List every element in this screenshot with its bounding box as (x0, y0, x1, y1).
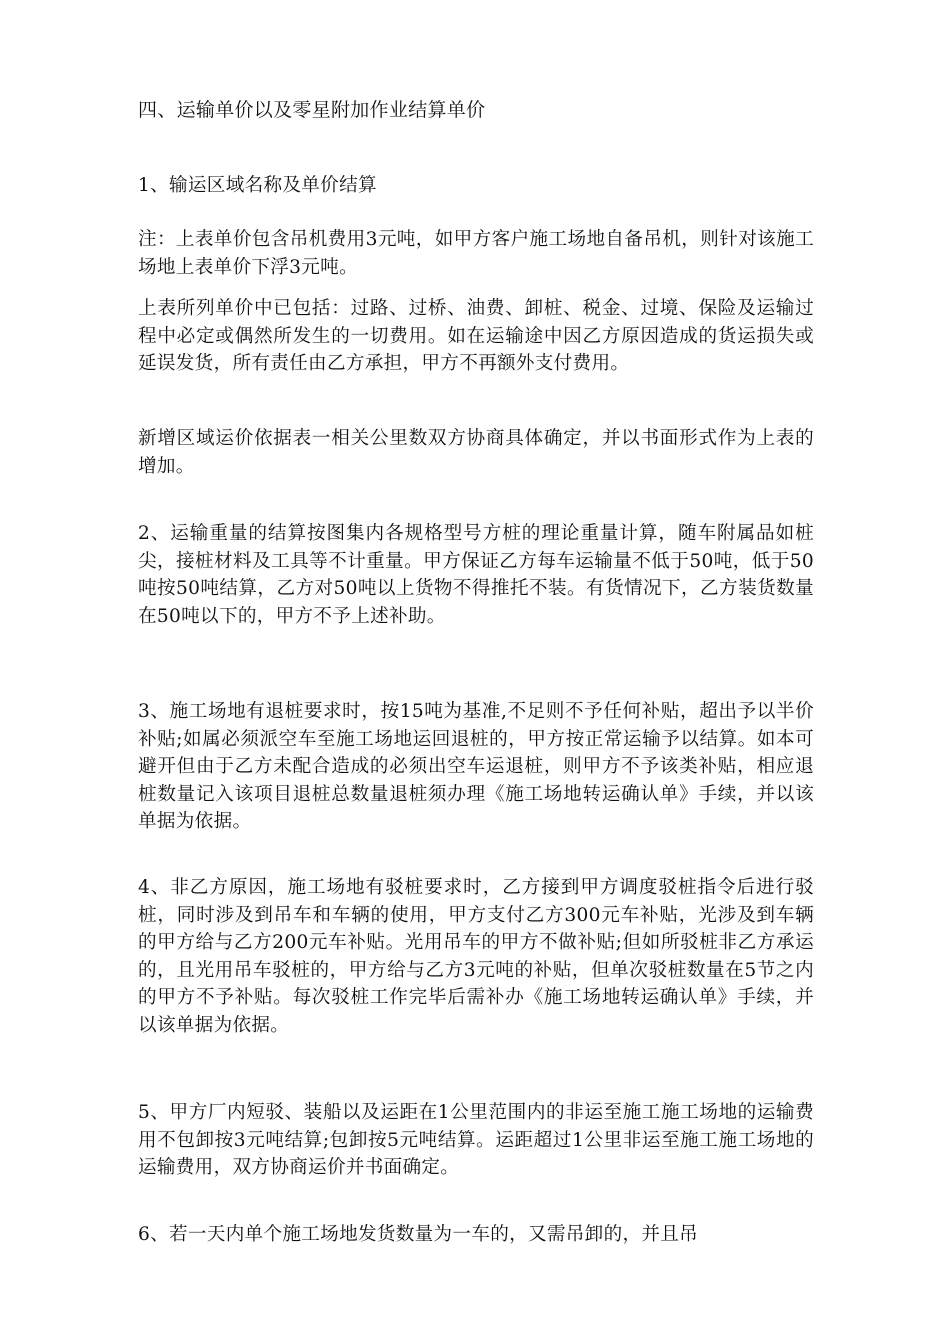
paragraph-note: 注：上表单价包含吊机费用3元吨，如甲方客户施工场地自备吊机，则针对该施工场地上表单价下浮3元吨。 (138, 229, 814, 278)
section-heading: 四、运输单价以及零星附加作业结算单价 (138, 99, 486, 121)
paragraph-included-costs: 上表所列单价中已包括：过路、过桥、油费、卸桩、税金、过境、保险及运输过程中必定或偶然所发生的一切费用。如在运输途中因乙方原因造成的货运损失或延误发货，所有责任由乙方承担，甲方不再额外支付费用。 (138, 298, 814, 375)
paragraph-1-heading: 1、输运区域名称及单价结算 (138, 175, 377, 196)
paragraph-2-weight: 2、运输重量的结算按图集内各规格型号方桩的理论重量计算，随车附属品如桩尖，接桩材料及工具等不计重量。甲方保证乙方每车运输量不低于50吨，低于50吨按50吨结算，乙方对50吨以上货物不得推托不装。有货情况下，乙方装货数量在50吨以下的，甲方不予上述补助。 (138, 523, 814, 627)
paragraph-6-single-truck: 6、若一天内单个施工场地发货数量为一车的，又需吊卸的，并且吊 (138, 1224, 699, 1245)
paragraph-5-short-haul: 5、甲方厂内短驳、装船以及运距在1公里范围内的非运至施工施工场地的运输费用不包卸按3元吨结算;包卸按5元吨结算。运距超过1公里非运至施工施工场地的运输费用，双方协商运价并书面确定。 (138, 1102, 814, 1179)
paragraph-3-returns: 3、施工场地有退桩要求时，按15吨为基准,不足则不予任何补贴，超出予以半价补贴;如属必须派空车至施工场地运回退桩的，甲方按正常运输予以结算。如本可避开但由于乙方未配合造成的必须出空车运退桩，则甲方不予该类补贴，相应退桩数量记入该项目退桩总数量退桩须办理《施工场地转运确认单》手续，并以该单据为依据。 (138, 701, 814, 833)
paragraph-4-transfer: 4、非乙方原因，施工场地有驳桩要求时，乙方接到甲方调度驳桩指令后进行驳桩，同时涉及到吊车和车辆的使用，甲方支付乙方300元车补贴，光涉及到车辆的甲方给与乙方200元车补贴。光用吊车的甲方不做补贴;但如所驳桩非乙方承运的，且光用吊车驳桩的，甲方给与乙方3元吨的补贴，但单次驳桩数量在5节之内的甲方不予补贴。每次驳桩工作完毕后需补办《施工场地转运确认单》手续，并以该单据为依据。 (138, 877, 814, 1036)
paragraph-new-regions: 新增区域运价依据表一相关公里数双方协商具体确定，并以书面形式作为上表的增加。 (138, 428, 814, 477)
